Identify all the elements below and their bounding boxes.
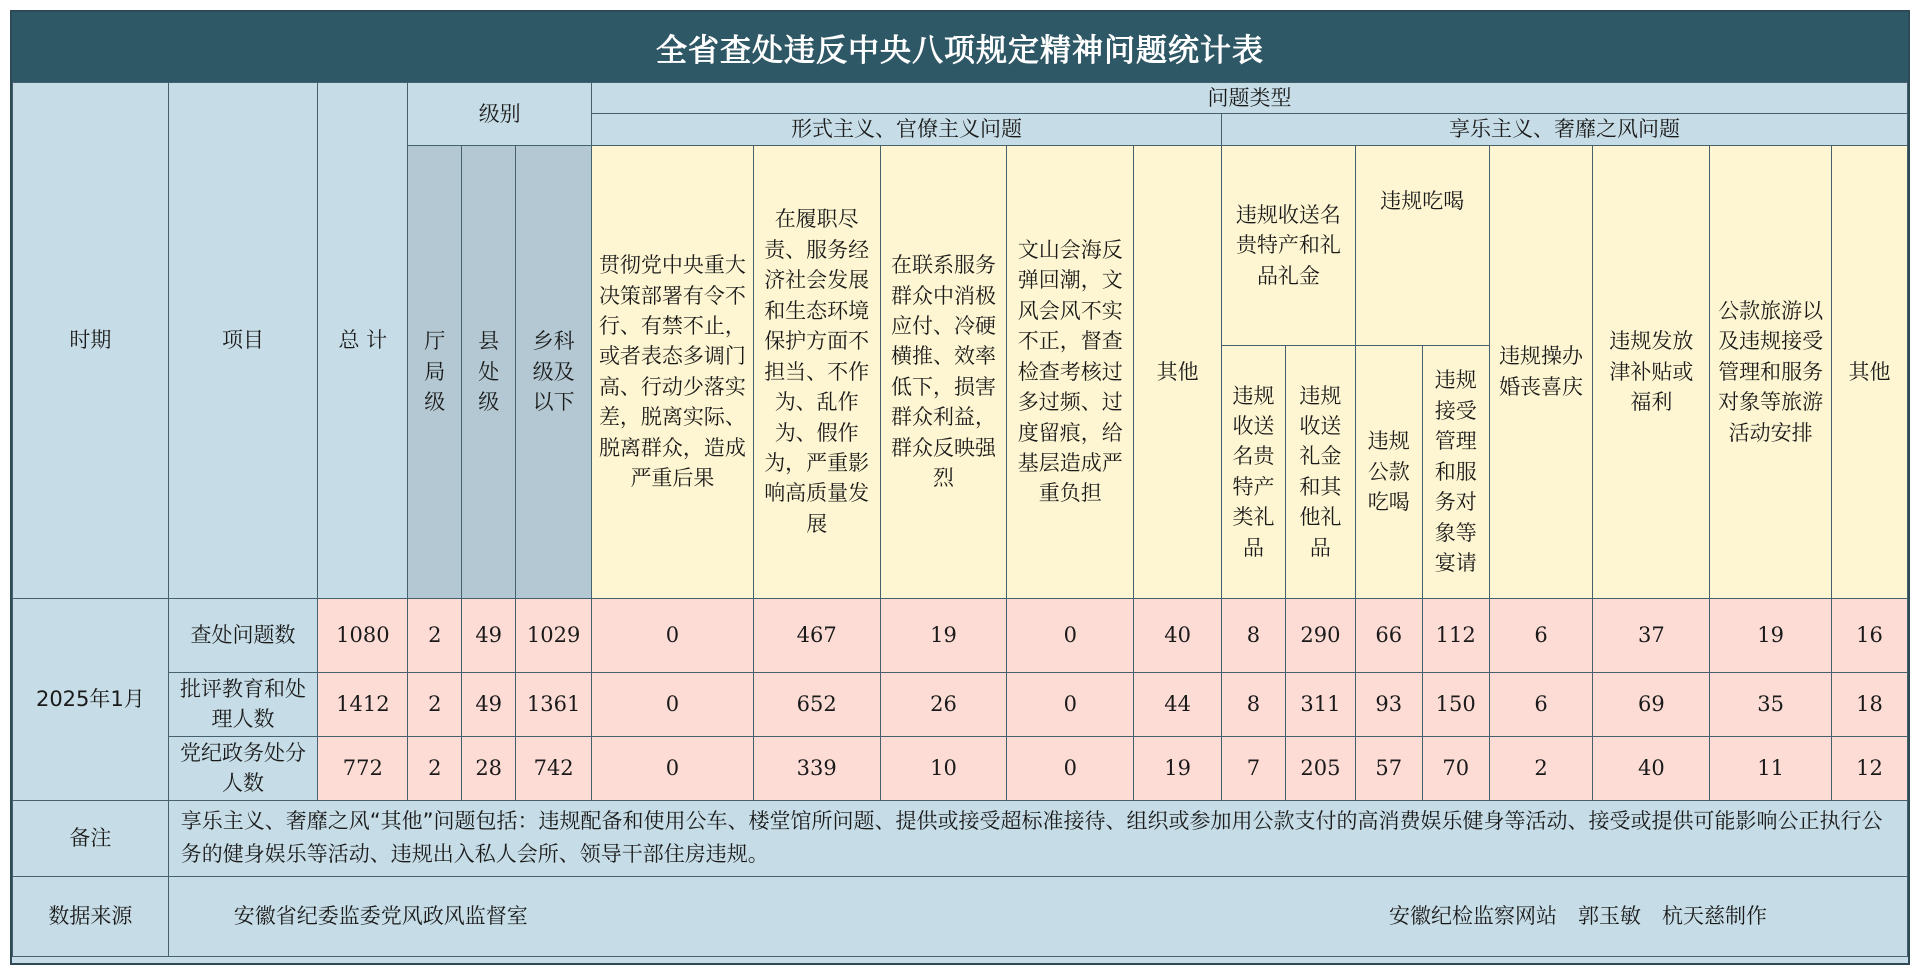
- cell: 19: [1710, 598, 1832, 672]
- cell: 772: [318, 736, 408, 800]
- header-travel: 公款旅游以及违规接受管理和服务对象等旅游活动安排: [1710, 145, 1832, 598]
- stats-table: [12, 82, 1908, 957]
- cell: 40: [1593, 736, 1710, 800]
- cell: 0: [1007, 598, 1134, 672]
- table-row: [13, 672, 1908, 736]
- row-label: 查处问题数: [168, 598, 318, 672]
- cell: 8: [1222, 598, 1286, 672]
- cell: 652: [753, 672, 880, 736]
- header-hedonism-other: 其他: [1831, 145, 1907, 598]
- period-value: 2025年1月: [13, 598, 169, 800]
- header-level: 级别: [408, 83, 592, 146]
- cell: 0: [1007, 736, 1134, 800]
- cell: 0: [592, 598, 754, 672]
- cell: 1029: [516, 598, 592, 672]
- cell: 26: [880, 672, 1007, 736]
- cell: 742: [516, 736, 592, 800]
- cell: 0: [592, 672, 754, 736]
- cell: 467: [753, 598, 880, 672]
- header-formalism-col-3: 在联系服务群众中消极应付、冷硬横推、效率低下，损害群众利益，群众反映强烈: [880, 145, 1007, 598]
- header-formalism-col-4: 文山会海反弹回潮，文风会风不实不正，督查检查考核过多过频、过度留痕，给基层造成严重负担: [1007, 145, 1134, 598]
- cell: 6: [1489, 598, 1593, 672]
- header-level-bureau: 厅局级: [408, 145, 462, 598]
- header-formalism-col-1: 贯彻党中央重大决策部署有令不行、有禁不止，或者表态多调门高、行动少落实差，脱离实际、脱离群众，造成严重后果: [592, 145, 754, 598]
- header-hedonism: 享乐主义、奢靡之风问题: [1222, 114, 1908, 145]
- header-gifts: 违规收送名贵特产和礼品礼金: [1222, 145, 1356, 345]
- cell: 1361: [516, 672, 592, 736]
- header-total: 总 计: [318, 83, 408, 599]
- cell: 40: [1134, 598, 1222, 672]
- header-period: 时期: [13, 83, 169, 599]
- header-gifts-cash: 违规收送礼金和其他礼品: [1285, 345, 1355, 598]
- cell: 112: [1422, 598, 1489, 672]
- cell: 1412: [318, 672, 408, 736]
- header-formalism-col-2: 在履职尽责、服务经济社会发展和生态环境保护方面不担当、不作为、乱作为、假作为，严重影响高质量发展: [753, 145, 880, 598]
- header-dining-public: 违规公款吃喝: [1355, 345, 1422, 598]
- cell: 150: [1422, 672, 1489, 736]
- cell: 11: [1710, 736, 1832, 800]
- cell: 66: [1355, 598, 1422, 672]
- source-right: 安徽纪检监察网站 郭玉敏 杭天慈制作: [1389, 904, 1767, 929]
- cell: 2: [408, 672, 462, 736]
- header-formalism-other: 其他: [1134, 145, 1222, 598]
- page-title: 全省查处违反中央八项规定精神问题统计表: [12, 12, 1908, 82]
- cell: 1080: [318, 598, 408, 672]
- cell: 2: [408, 736, 462, 800]
- cell: 16: [1831, 598, 1907, 672]
- cell: 339: [753, 736, 880, 800]
- cell: 69: [1593, 672, 1710, 736]
- cell: 12: [1831, 736, 1907, 800]
- cell: 28: [462, 736, 516, 800]
- cell: 10: [880, 736, 1007, 800]
- header-level-township: 乡科级及以下: [516, 145, 592, 598]
- cell: 49: [462, 672, 516, 736]
- cell: 205: [1285, 736, 1355, 800]
- cell: 93: [1355, 672, 1422, 736]
- source-left: 安徽省纪委监委党风政风监督室: [233, 904, 528, 929]
- cell: 6: [1489, 672, 1593, 736]
- header-weddings-funerals: 违规操办婚丧喜庆: [1489, 145, 1593, 598]
- table-row: [13, 736, 1908, 800]
- cell: 0: [1007, 672, 1134, 736]
- cell: 49: [462, 598, 516, 672]
- row-label: 批评教育和处理人数: [168, 672, 318, 736]
- cell: 35: [1710, 672, 1832, 736]
- header-level-county: 县处级: [462, 145, 516, 598]
- cell: 37: [1593, 598, 1710, 672]
- header-subsidies: 违规发放津补贴或福利: [1593, 145, 1710, 598]
- cell: 18: [1831, 672, 1907, 736]
- notes-label: 备注: [13, 800, 169, 876]
- header-item: 项目: [168, 83, 318, 599]
- header-dining-banquet: 违规接受管理和服务对象等宴请: [1422, 345, 1489, 598]
- cell: 290: [1285, 598, 1355, 672]
- header-problem-type: 问题类型: [592, 83, 1908, 114]
- cell: 19: [880, 598, 1007, 672]
- cell: 7: [1222, 736, 1286, 800]
- header-dining: 违规吃喝: [1355, 145, 1489, 345]
- cell: 2: [1489, 736, 1593, 800]
- header-formalism: 形式主义、官僚主义问题: [592, 114, 1222, 145]
- stats-sheet: [10, 10, 1910, 965]
- cell: 44: [1134, 672, 1222, 736]
- source-label: 数据来源: [13, 877, 169, 957]
- cell: 2: [408, 598, 462, 672]
- cell: 70: [1422, 736, 1489, 800]
- cell: 19: [1134, 736, 1222, 800]
- cell: 311: [1285, 672, 1355, 736]
- cell: 8: [1222, 672, 1286, 736]
- cell: 57: [1355, 736, 1422, 800]
- notes-text: 享乐主义、奢靡之风“其他”问题包括：违规配备和使用公车、楼堂馆所问题、提供或接受超标准接待、组织或参加用公款支付的高消费娱乐健身等活动、接受或提供可能影响公正执行公务的健身娱乐等活动、违规出入私人会所、领导干部住房违规。: [168, 800, 1907, 876]
- row-label: 党纪政务处分人数: [168, 736, 318, 800]
- table-row: [13, 598, 1908, 672]
- cell: 0: [592, 736, 754, 800]
- header-gifts-specialty: 违规收送名贵特产类礼品: [1222, 345, 1286, 598]
